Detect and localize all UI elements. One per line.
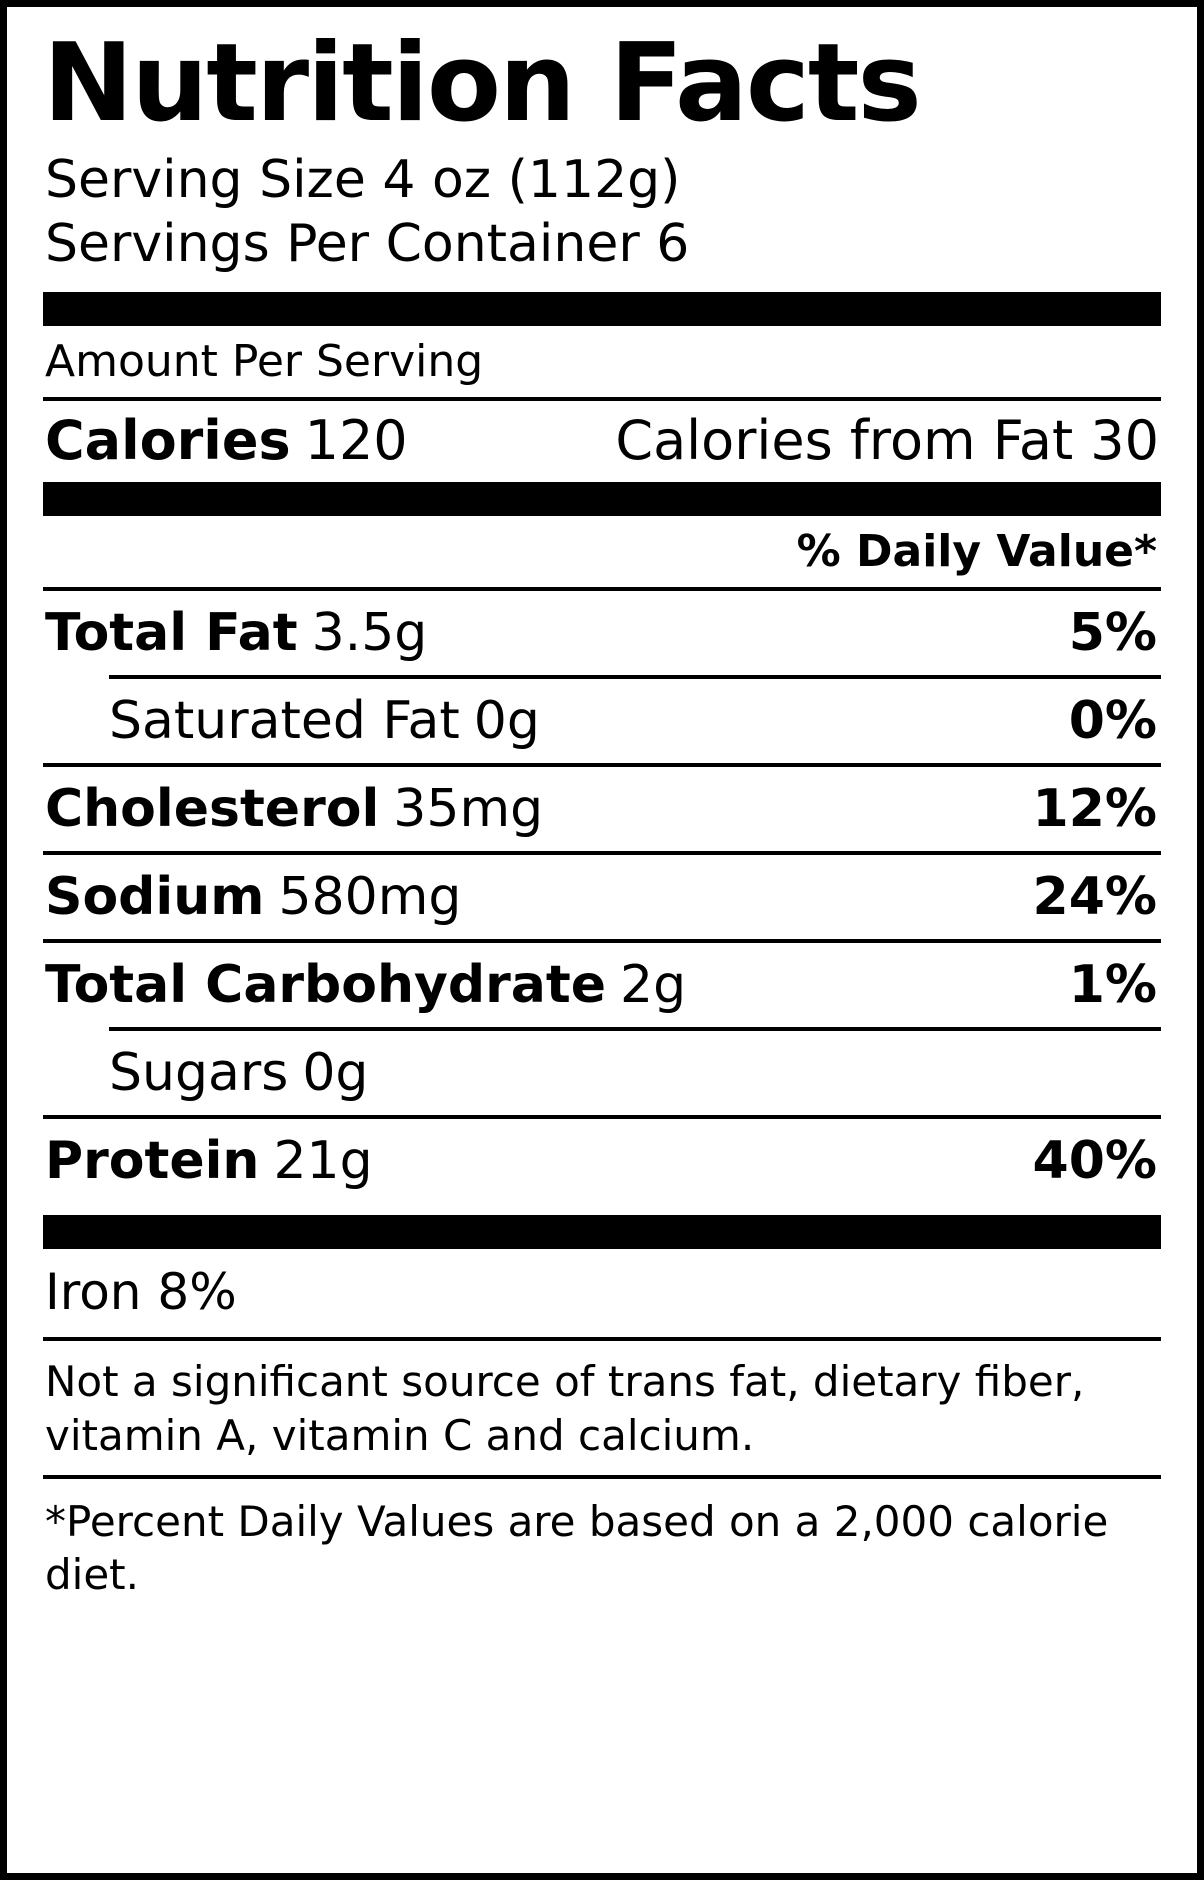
amount-per-serving-label: Amount Per Serving — [45, 336, 484, 388]
nutrient-name: Sodium — [45, 867, 265, 928]
servings-per-container-text: Servings Per Container 6 — [45, 213, 690, 274]
nutrient-amount: 0g — [302, 1043, 369, 1104]
table-row — [29, 679, 1175, 763]
divider-above-note — [43, 1337, 1161, 1341]
calories-row — [45, 409, 1159, 472]
nutrient-name: Sugars — [109, 1043, 289, 1104]
daily-value-footnote: *Percent Daily Values are based on a 2,000 calorie diet. — [45, 1496, 1109, 1600]
nutrient-percent: 12% — [1032, 779, 1157, 840]
divider-thick-vitamins — [43, 1215, 1161, 1249]
serving-size-text: Serving Size 4 oz (112g) — [45, 150, 681, 211]
calories-from-fat: Calories from Fat 30 — [615, 409, 1159, 473]
nutrient-name: Total Fat — [45, 603, 298, 664]
nutrient-percent: 1% — [1068, 955, 1157, 1016]
nutrient-percent: 24% — [1032, 867, 1157, 928]
vitamin-row: Iron 8% — [45, 1263, 237, 1322]
table-row — [29, 1119, 1175, 1203]
nutrient-percent: 40% — [1032, 1131, 1157, 1192]
divider-above-calories — [43, 397, 1161, 401]
nutrient-percent: 5% — [1068, 603, 1157, 664]
calories-label: Calories — [45, 409, 291, 473]
divider-thick-calories — [43, 482, 1161, 516]
table-row — [29, 1031, 1175, 1115]
divider-thick-top — [43, 292, 1161, 326]
nutrient-amount: 35mg — [393, 779, 544, 840]
nutrient-name: Protein — [45, 1131, 260, 1192]
divider-above-footnote — [43, 1475, 1161, 1479]
nutrient-amount: 0g — [473, 691, 540, 752]
nutrient-name: Saturated Fat — [109, 691, 460, 752]
calories-value: 120 — [304, 409, 408, 473]
nutrient-name: Total Carbohydrate — [45, 955, 607, 1016]
daily-value-header: % Daily Value* — [796, 526, 1157, 578]
table-row — [29, 943, 1175, 1027]
nutrient-amount: 3.5g — [311, 603, 428, 664]
table-row — [29, 591, 1175, 675]
table-row — [29, 855, 1175, 939]
nutrient-name: Cholesterol — [45, 779, 380, 840]
nutrient-percent: 0% — [1068, 691, 1157, 752]
not-significant-note: Not a significant source of trans fat, dietary fiber, vitamin A, vitamin C and calcium. — [45, 1357, 1085, 1460]
nutrient-amount: 580mg — [278, 867, 462, 928]
page-title: Nutrition Facts — [43, 21, 920, 146]
nutrient-amount: 2g — [620, 955, 687, 1016]
nutrient-amount: 21g — [273, 1131, 373, 1192]
table-row — [29, 767, 1175, 851]
